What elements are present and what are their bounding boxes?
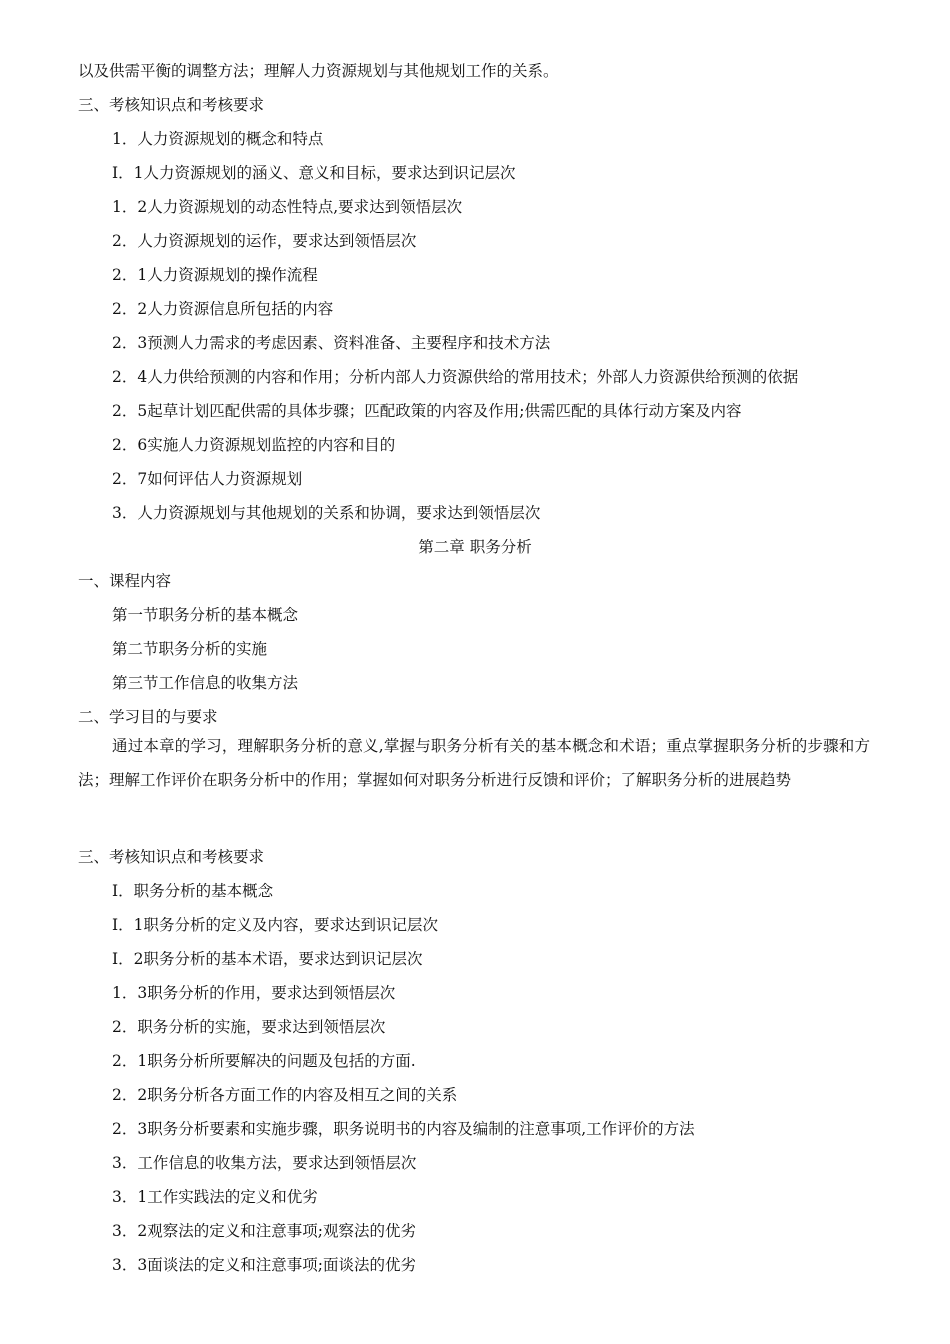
list-item: 2．7如何评估人力资源规划 [112, 470, 303, 488]
body-paragraph: 通过本章的学习，理解职务分析的意义,掌握与职务分析有关的基本概念和术语；重点掌握职务分析的步骤和方法；理解工作评价在职务分析中的作用；掌握如何对职务分析进行反馈和评价；了解职务分析的进展趋势 [78, 737, 870, 789]
list-item: 第一节职务分析的基本概念 [112, 606, 299, 624]
list-item: 3．3面谈法的定义和注意事项;面谈法的优劣 [112, 1256, 416, 1274]
list-item: 3．2观察法的定义和注意事项;观察法的优劣 [112, 1222, 416, 1240]
list-item: 2．2人力资源信息所包括的内容 [112, 300, 334, 318]
list-item: 3．1工作实践法的定义和优劣 [112, 1188, 318, 1206]
list-item: 2．职务分析的实施，要求达到领悟层次 [112, 1018, 386, 1036]
list-item: I．2职务分析的基本术语，要求达到识记层次 [112, 950, 423, 968]
list-item: 2．1人力资源规划的操作流程 [112, 266, 318, 284]
section-heading: 二、学习目的与要求 [78, 708, 218, 726]
list-item: 2．5起草计划匹配供需的具体步骤；匹配政策的内容及作用;供需匹配的具体行动方案及内容 [112, 402, 742, 420]
list-item: 3．人力资源规划与其他规划的关系和协调，要求达到领悟层次 [112, 504, 541, 522]
list-item: 1．2人力资源规划的动态性特点,要求达到领悟层次 [112, 198, 463, 216]
list-item: 2．4人力供给预测的内容和作用；分析内部人力资源供给的常用技术；外部人力资源供给预测的依据 [112, 368, 799, 386]
list-item: 第二节职务分析的实施 [112, 640, 268, 658]
list-item: 第三节工作信息的收集方法 [112, 674, 299, 692]
text-line: 以及供需平衡的调整方法；理解人力资源规划与其他规划工作的关系。 [78, 62, 559, 80]
section-heading: 一、课程内容 [78, 572, 172, 590]
section-heading: 三、考核知识点和考核要求 [78, 848, 265, 866]
list-item: 2．3预测人力需求的考虑因素、资料准备、主要程序和技术方法 [112, 334, 551, 352]
list-item: 2．2职务分析各方面工作的内容及相互之间的关系 [112, 1086, 458, 1104]
list-item: 2．1职务分析所要解决的问题及包括的方面. [112, 1052, 416, 1070]
list-item: 3．工作信息的收集方法，要求达到领悟层次 [112, 1154, 417, 1172]
list-item: 1．3职务分析的作用，要求达到领悟层次 [112, 984, 396, 1002]
list-item: I．职务分析的基本概念 [112, 882, 274, 900]
list-item: 2．人力资源规划的运作，要求达到领悟层次 [112, 232, 417, 250]
list-item: 1．人力资源规划的概念和特点 [112, 130, 324, 148]
chapter-title: 第二章 职务分析 [418, 538, 532, 556]
section-heading: 三、考核知识点和考核要求 [78, 96, 265, 114]
list-item: I．1人力资源规划的涵义、意义和目标，要求达到识记层次 [112, 164, 516, 182]
list-item: I．1职务分析的定义及内容，要求达到识记层次 [112, 916, 438, 934]
list-item: 2．6实施人力资源规划监控的内容和目的 [112, 436, 396, 454]
list-item: 2．3职务分析要素和实施步骤，职务说明书的内容及编制的注意事项,工作评价的方法 [112, 1120, 695, 1138]
